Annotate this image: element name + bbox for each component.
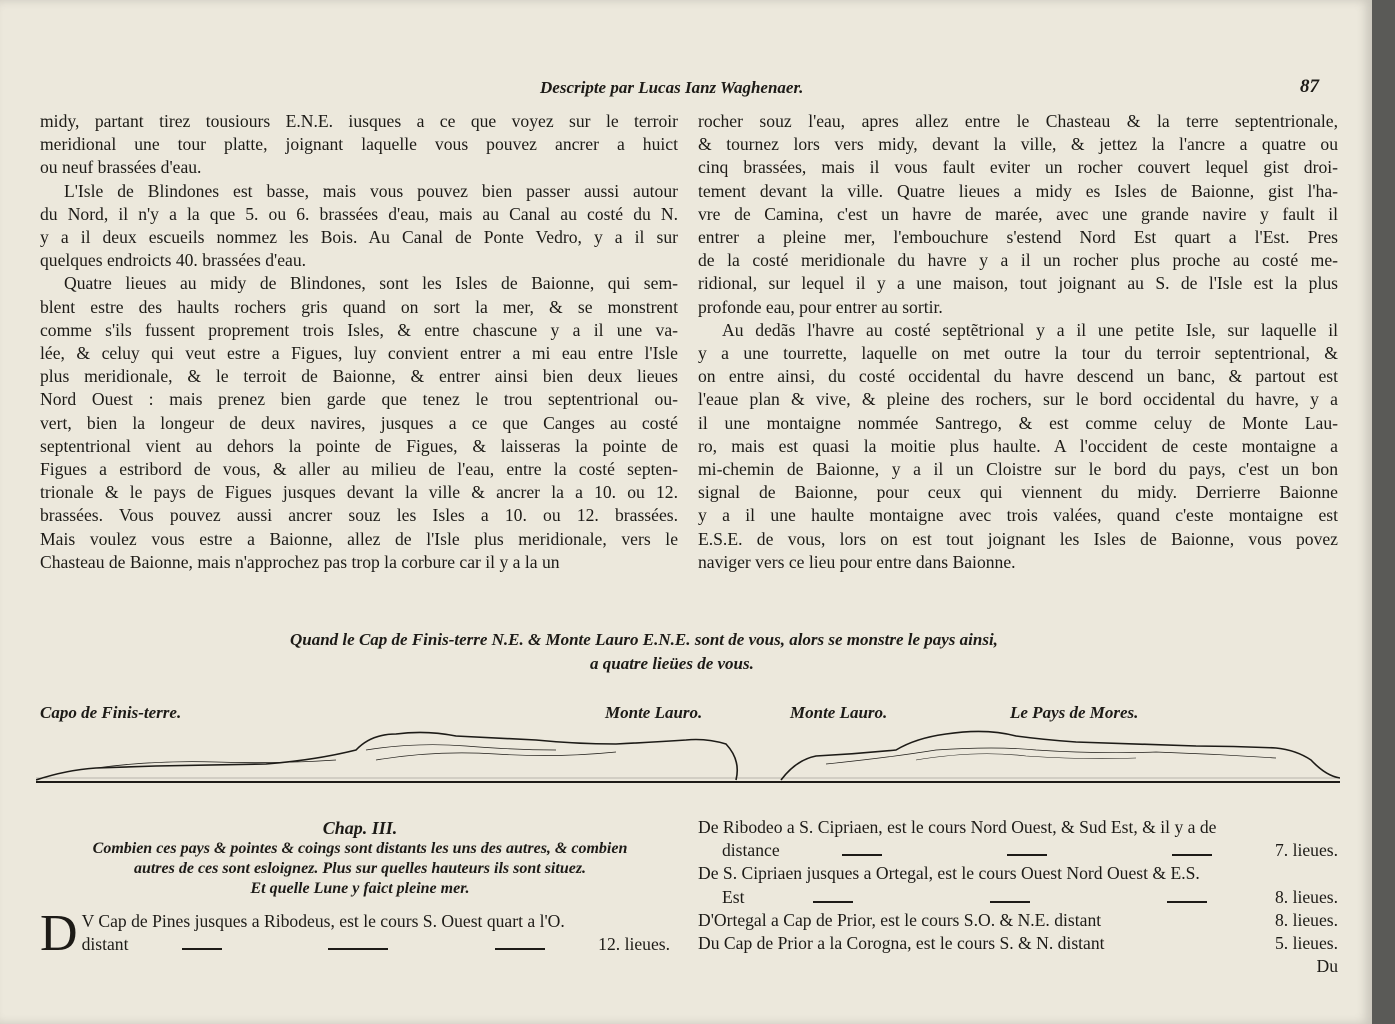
- text-line: tement devant la ville. Quatre lieues a midy es Isles de Baionne, gist l'ha-: [698, 180, 1338, 201]
- text-line: y a une tourrette, laquelle on met outre la tour du terroir septentrional, &: [698, 343, 1338, 364]
- profile-label-monte-lauro-2: Monte Lauro.: [790, 703, 888, 722]
- distance-value: 5. lieues.: [1274, 933, 1338, 954]
- text-line: on entre ainsi, du costé occidental du havre descend un banc, & partout est: [698, 366, 1338, 387]
- text-line: midy, partant tirez tousiours E.N.E. iusques a ce que voyez sur le terroir: [40, 111, 678, 131]
- text-line: Quatre lieues au midy de Blindones, sont les Isles de Baionne, qui sem-: [64, 273, 678, 294]
- text-line: plus meridionale, & le terroit de Baionne, & entrer ainsi bien deux lieues: [40, 366, 678, 387]
- distance-value: 8. lieues.: [1274, 909, 1338, 930]
- text-line: blent estre des haults rochers gris quand on sort la mer, & se monstrent: [40, 296, 678, 317]
- caption-line-1: Quand le Cap de Finis-terre N.E. & Monte Lauro E.N.E. sont de vous, alors se monstre le pays ainsi,: [290, 630, 998, 649]
- text-line: E.S.E. de vous, lors on est tout joignant les Isles de Baionne, vous povez: [698, 528, 1338, 549]
- distance-value: 7. lieues.: [1274, 840, 1338, 861]
- distance-table: [698, 816, 1338, 978]
- text-line: Nord Ouest : mais prenez bien garde que tenez le trou septentrional ou-: [40, 389, 678, 410]
- chapter-subtitle-1: Combien ces pays & pointes & coings sont distants les uns des autres, & combien: [92, 840, 628, 857]
- chapter-subtitle-2: autres de ces sont esloignez. Plus sur quelles hauteurs ils sont situez.: [133, 860, 587, 877]
- chapter-heading: [40, 818, 680, 899]
- text-line: cinq brassées, mais il vous fault eviter un rocher couvert lequel gist droi-: [698, 157, 1338, 178]
- text-line: y a il une haulte montaigne avec trois valées, quand c'este montaigne est: [698, 505, 1338, 526]
- text-line: Figues a estribord de vous, & aller au milieu de l'eau, entre la costé septen-: [40, 459, 678, 480]
- text-line: septentrional vient au dehors la pointe de Figues, & laisseras la pointe de: [40, 435, 678, 456]
- left-text-column: [40, 110, 678, 574]
- distance-route-cont: Est: [722, 886, 745, 907]
- text-line: entrer a pleine mer, l'embouchure s'estend Nord Est quart a l'Est. Pres: [698, 227, 1338, 248]
- distance-route: De Ribodeo a S. Cipriaen, est le cours Nord Ouest, & Sud Est, & il y a de: [698, 817, 1217, 837]
- text-line: Mais voulez vous estre a Baionne, allez de l'Isle plus meridionale, vers le: [40, 528, 678, 549]
- text-line: naviger vers ce lieu pour entre dans Baionne.: [698, 551, 1016, 572]
- distance-route: Du Cap de Prior a la Corogna, est le cours S. & N. distant: [698, 933, 1105, 954]
- text-line: y a il deux escueils nommez les Bois. Au Canal de Ponte Vedro, y a il sur: [40, 227, 678, 248]
- text-line: brassées. Vous pouvez aussi ancrer souz les Isles a 10. ou 12. brassées.: [40, 505, 678, 526]
- text-line: signal de Baionne, pour ceux qui viennent du midy. Derrierre Baionne: [698, 482, 1338, 503]
- drop-cap: D: [40, 905, 78, 962]
- text-line: vre de Camina, c'est un havre de marée, avec une grande navire y fault il: [698, 203, 1338, 224]
- text-line: & tournez lors vers midy, devant la ville, & jettez la l'ancre a quatre ou: [698, 134, 1338, 155]
- distance-route: De S. Cipriaen jusques a Ortegal, est le cours Ouest Nord Ouest & E.S.: [698, 863, 1200, 884]
- text-line: vert, bien la longeur de deux navires, jusques a ce que Canges au costé: [40, 412, 678, 433]
- distance-route: D'Ortegal a Cap de Prior, est le cours S.O. & N.E. distant: [698, 909, 1102, 930]
- distance-entry-pines: [40, 905, 670, 962]
- page-number: 87: [1300, 76, 1319, 97]
- catchword: Du: [1316, 956, 1338, 977]
- distance-value: 8. lieues.: [1274, 886, 1338, 907]
- text-line: Chasteau de Baionne, mais n'approchez pas trop la corbure car il y a la un: [40, 551, 560, 572]
- profile-label-finis-terre: Capo de Finis-terre.: [40, 703, 182, 722]
- text-line: trionale & le pays de Figues jusques devant la ville & ancrer la a 10. ou 12.: [40, 482, 678, 503]
- text-line: du Nord, il n'y a la que 5. ou 6. brassées d'eau, mais au Canal au costé du N.: [40, 203, 678, 224]
- text-line: il une montaigne nommée Santrego, & est comme celuy de Monte Lau-: [698, 412, 1338, 433]
- text-line: L'Isle de Blindones est basse, mais vous pouvez bien passer aussi autour: [64, 180, 678, 201]
- coastal-view-caption: [290, 628, 1130, 676]
- distance-route-cont: distance: [722, 840, 780, 861]
- distance-line-1: V Cap de Pines jusques a Ribodeus, est le cours S. Ouest quart a l'O.: [81, 911, 565, 931]
- right-text-column: [698, 110, 1338, 574]
- text-line: ridional, sur lequel il y a une maison, tout joignant au S. de l'Isle est la plus: [698, 273, 1338, 294]
- distance-value: 12. lieues.: [598, 934, 670, 954]
- distance-label: distant: [81, 934, 129, 954]
- text-line: ro, mais est quasi la moitie plus haulte. A l'occident de ceste montaigne a: [698, 435, 1338, 456]
- chapter-subtitle-3: Et quelle Lune y faict pleine mer.: [250, 880, 470, 897]
- text-line: rocher souz l'eau, apres allez entre le Chasteau & la terre septentrionale,: [698, 111, 1338, 131]
- text-line: de la costé meridionale du havre y a il un rocher plus proche au costé me-: [698, 250, 1338, 271]
- text-line: comme s'ils fussent proprement trois Isles, & entre chascune y a il une va-: [40, 319, 678, 340]
- text-line: l'eaue plan & vive, & pleine des rochers, sur le bord occidental du havre, y a: [698, 389, 1338, 410]
- running-title: Descripte par Lucas Ianz Waghenaer.: [540, 78, 804, 97]
- coastline-profile-engraving: [36, 720, 1340, 790]
- text-line: ou neuf brassées d'eau.: [40, 157, 202, 178]
- profile-label-monte-lauro-1: Monte Lauro.: [605, 703, 703, 722]
- profile-label-pays-de-mores: Le Pays de Mores.: [1010, 703, 1139, 722]
- book-edge: [1372, 0, 1395, 1024]
- text-line: mi-chemin de Baionne, y a il un Cloistre sur le bord du pays, c'est un bon: [698, 459, 1338, 480]
- text-line: profonde eau, pour entrer au sortir.: [698, 296, 943, 317]
- caption-line-2: a quatre lieües de vous.: [590, 654, 754, 673]
- text-line: quelques endroicts 40. brassées d'eau.: [40, 250, 307, 271]
- chapter-title: Chap. III.: [322, 818, 398, 838]
- text-line: meridional une tour platte, joignant laquelle vous pouvez ancrer a huict: [40, 134, 678, 155]
- text-line: lée, & celuy qui veut estre a Figues, luy convient entrer a mi eau entre l'Isle: [40, 343, 678, 364]
- text-line: Au dedãs l'havre au costé septẽtrional y a il une petite Isle, sur laquelle il: [722, 319, 1338, 340]
